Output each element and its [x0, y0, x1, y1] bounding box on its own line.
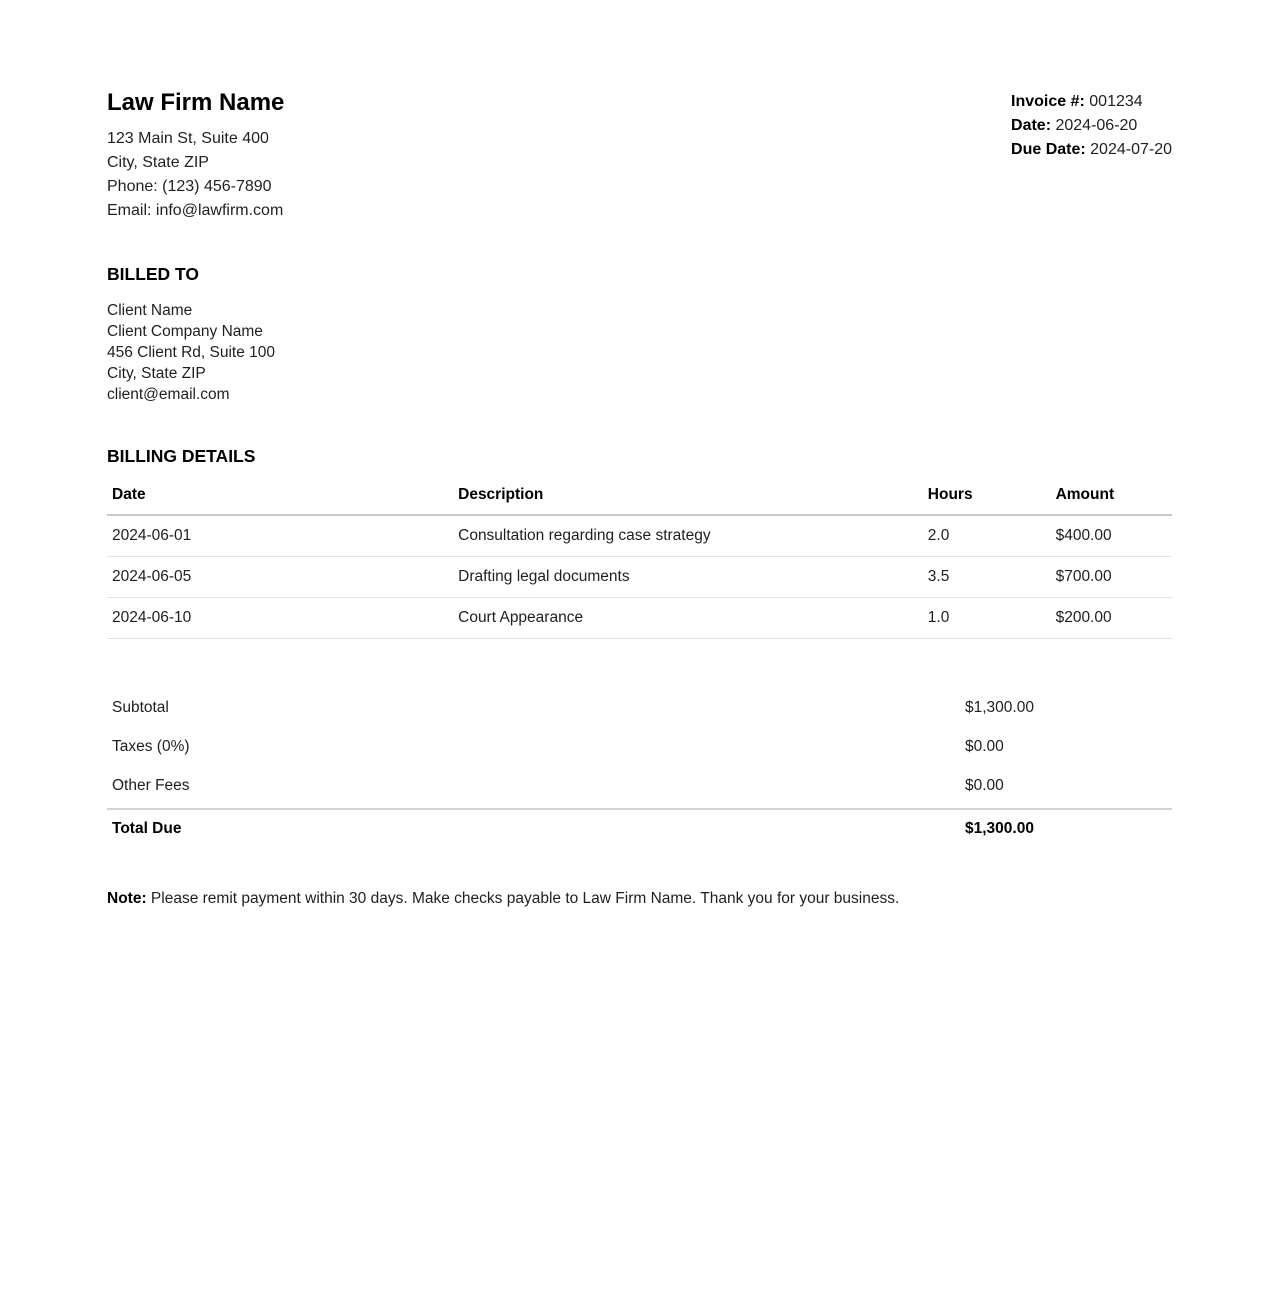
other-fees-row — [107, 767, 1172, 806]
cell-hours: 3.5 — [923, 557, 1051, 598]
invoice-date — [1011, 114, 1172, 138]
taxes-row — [107, 728, 1172, 767]
client-address-line: 456 Client Rd, Suite 100 — [107, 344, 276, 361]
client-name: Client Name — [107, 302, 193, 319]
billing-details-heading: BILLING DETAILS — [107, 446, 256, 466]
invoice-header — [107, 88, 1172, 223]
taxes-label: Taxes (0%) — [112, 738, 190, 755]
invoice-number-label: Invoice #: — [1011, 93, 1085, 110]
firm-address-line: 123 Main St, Suite 400 — [107, 130, 269, 147]
firm-phone: Phone: (123) 456-7890 — [107, 178, 272, 195]
subtotal-row — [107, 689, 1172, 728]
billing-details-section — [107, 446, 1172, 639]
payment-note — [107, 888, 1172, 909]
invoice-date-value: 2024-06-20 — [1055, 117, 1138, 134]
firm-address — [107, 127, 284, 223]
cell-description: Consultation regarding case strategy — [453, 515, 923, 557]
cell-description: Drafting legal documents — [453, 557, 923, 598]
cell-date: 2024-06-10 — [107, 598, 453, 639]
invoice-due-date-label: Due Date: — [1011, 141, 1086, 158]
table-row — [107, 557, 1172, 598]
totals-section — [107, 689, 1172, 849]
cell-amount: $400.00 — [1051, 515, 1172, 557]
firm-name: Law Firm Name — [107, 89, 285, 116]
note-label: Note: — [107, 890, 147, 907]
other-fees-value: $0.00 — [965, 777, 1004, 794]
total-due-row — [107, 808, 1172, 849]
column-header-amount: Amount — [1051, 486, 1172, 515]
cell-hours: 1.0 — [923, 598, 1051, 639]
client-email: client@email.com — [107, 386, 230, 403]
total-due-label: Total Due — [112, 820, 182, 837]
invoice-due-date-value: 2024-07-20 — [1090, 141, 1172, 158]
invoice-number-value: 001234 — [1089, 93, 1143, 110]
other-fees-label: Other Fees — [112, 777, 190, 794]
billed-to-section — [107, 264, 1172, 405]
table-header-row — [107, 486, 1172, 515]
note-text: Please remit payment within 30 days. Make checks payable to Law Firm Name. Thank you for your business. — [150, 890, 900, 907]
billed-to-heading: BILLED TO — [107, 264, 200, 284]
client-info — [107, 300, 1172, 405]
cell-date: 2024-06-01 — [107, 515, 453, 557]
billing-table — [107, 486, 1172, 639]
column-header-description: Description — [453, 486, 923, 515]
table-row — [107, 515, 1172, 557]
subtotal-label: Subtotal — [112, 699, 169, 716]
firm-email: Email: info@lawfirm.com — [107, 202, 284, 219]
table-row — [107, 598, 1172, 639]
client-address-line: City, State ZIP — [107, 365, 206, 382]
invoice-due-date — [1011, 138, 1172, 162]
firm-info — [107, 88, 284, 223]
firm-address-line: City, State ZIP — [107, 154, 209, 171]
invoice-meta — [1011, 88, 1172, 162]
column-header-date: Date — [107, 486, 453, 515]
cell-date: 2024-06-05 — [107, 557, 453, 598]
cell-amount: $700.00 — [1051, 557, 1172, 598]
client-company: Client Company Name — [107, 323, 263, 340]
cell-hours: 2.0 — [923, 515, 1051, 557]
invoice-number — [1011, 90, 1172, 114]
total-due-value: $1,300.00 — [965, 820, 1034, 837]
subtotal-value: $1,300.00 — [965, 699, 1034, 716]
taxes-value: $0.00 — [965, 738, 1004, 755]
cell-description: Court Appearance — [453, 598, 923, 639]
cell-amount: $200.00 — [1051, 598, 1172, 639]
column-header-hours: Hours — [923, 486, 1051, 515]
invoice-date-label: Date: — [1011, 117, 1052, 134]
